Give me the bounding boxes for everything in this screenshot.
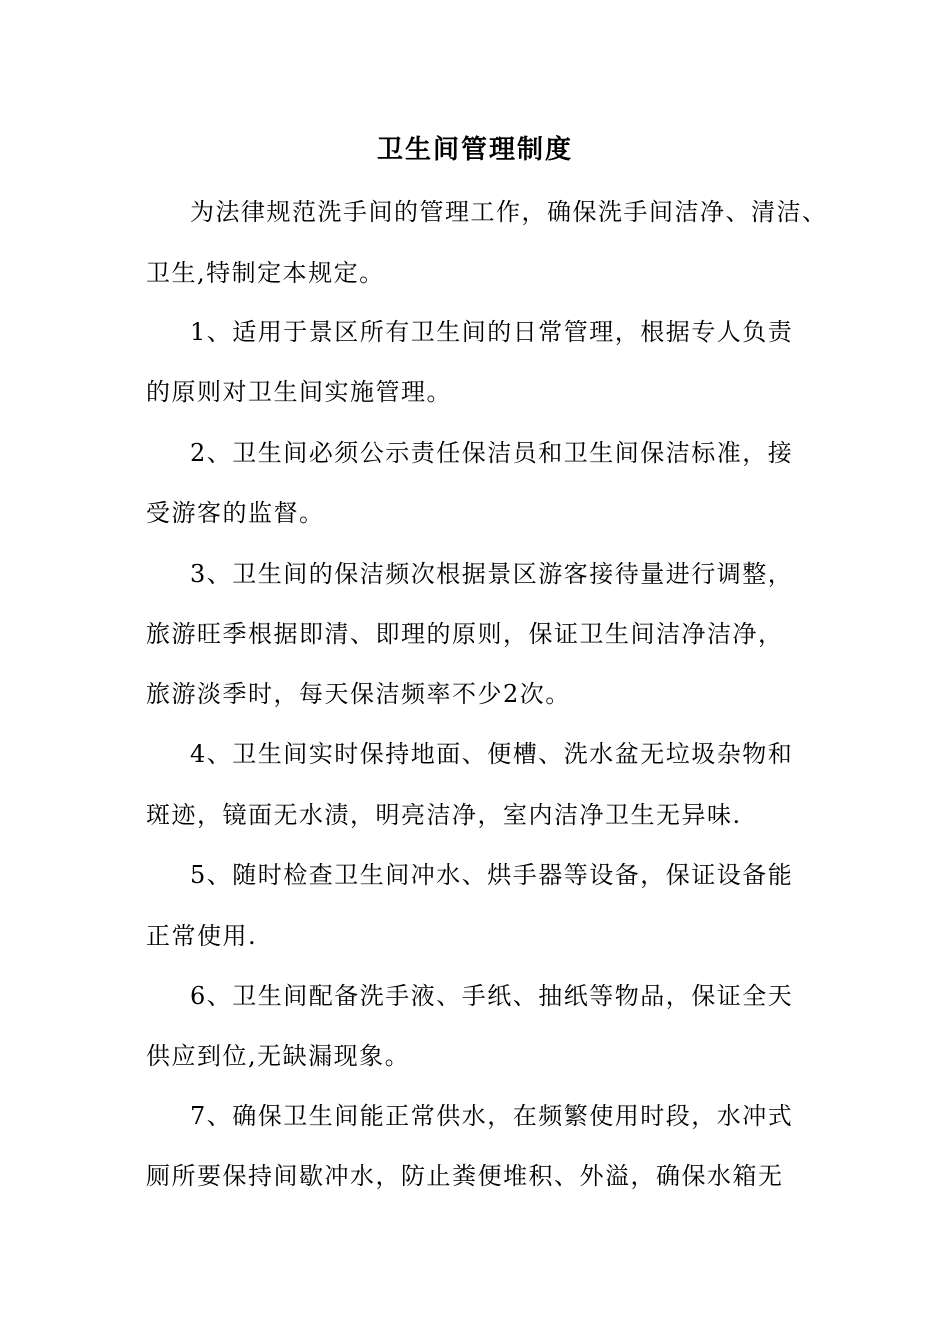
paragraph-7-line-2: 厕所要保持间歇冲水，防止粪便堆积、外溢，确保水箱无 [146,1162,784,1190]
paragraph-2-line-1: 2、卫生间必须公示责任保洁员和卫生间保洁标准，接 [190,439,794,467]
paragraph-6-line-2: 供应到位,无缺漏现象。 [146,1042,411,1070]
paragraph-1-line-2: 的原则对卫生间实施管理。 [146,378,452,406]
paragraph-4-line-2: 斑迹，镜面无水渍，明亮洁净，室内洁净卫生无异味. [146,801,742,829]
paragraph-1-line-1: 1、适用于景区所有卫生间的日常管理，根据专人负责 [190,318,794,346]
paragraph-intro-line-1: 为法律规范洗手间的管理工作，确保洗手间洁净、清洁、 [190,198,828,226]
paragraph-5-line-2: 正常使用. [146,922,258,950]
paragraph-3-line-2: 旅游旺季根据即清、即理的原则，保证卫生间洁净洁净， [146,620,784,648]
paragraph-3-line-1: 3、卫生间的保洁频次根据景区游客接待量进行调整， [190,560,794,588]
paragraph-7-line-1: 7、确保卫生间能正常供水，在频繁使用时段，水冲式 [190,1102,794,1130]
paragraph-2-line-2: 受游客的监督。 [146,499,325,527]
document-title: 卫生间管理制度 [376,135,573,165]
paragraph-5-line-1: 5、随时检查卫生间冲水、烘手器等设备，保证设备能 [190,861,794,889]
paragraph-3-line-3: 旅游淡季时，每天保洁频率不少2次。 [146,680,571,708]
paragraph-4-line-1: 4、卫生间实时保持地面、便槽、洗水盆无垃圾杂物和 [190,740,794,768]
paragraph-intro-line-2: 卫生,特制定本规定。 [146,259,385,287]
paragraph-6-line-1: 6、卫生间配备洗手液、手纸、抽纸等物品，保证全天 [190,982,794,1010]
